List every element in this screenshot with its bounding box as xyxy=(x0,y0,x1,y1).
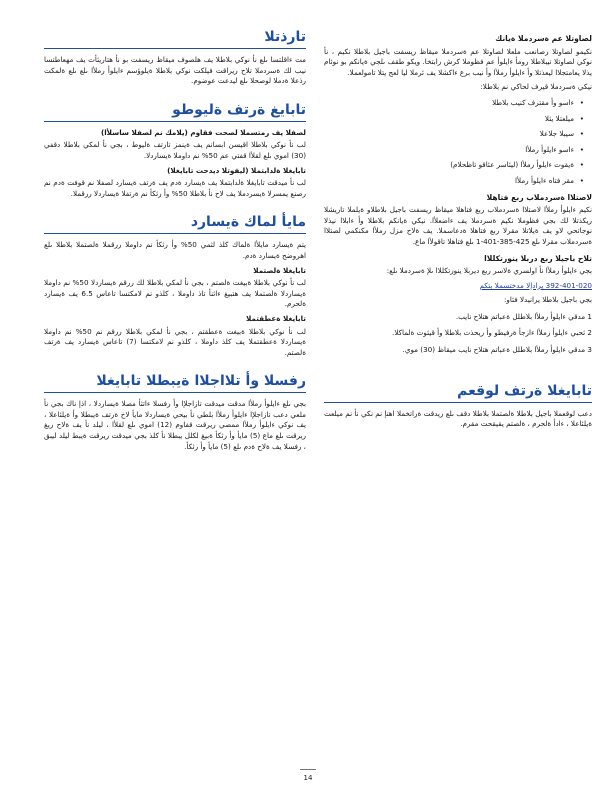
left-column xyxy=(44,28,306,456)
paragraph: نيكي ةسردملا قيرف لحاكي نم بلاطلا: xyxy=(480,82,592,92)
subheading: تابايغلا ةعطقتملا xyxy=(245,313,306,323)
bullet-list xyxy=(324,98,592,187)
subheading: لصفلا يف رمتسملا لصحت فقاوم (يلامك نم لصفلا ساسلأا) xyxy=(100,127,306,137)
paragraph: لب نأ نوكي بلاطلا ةبيغت ةعطقتم ، بجي نأ لمكي بلاطلا ررقم نم 50% نم داوملا ةيساردلا ةعطقتملا يف كلذ داوملا ، كلذو نم لامكتسا (7) تاعاس ةيسارد يف ةرتف ةلصتم. xyxy=(44,326,306,357)
list-item: • ءاسو ءايلوأ رملأا xyxy=(324,145,574,156)
paragraph: مت ءاقلتسا ىلع نأ نوكي بلاطلا يف هلصوف ميقاظ ريسفت بو نأ هتاريثأت يف مهعاطتسا نيب لك ةسردملا تلاح ريراقت فيلكت نوكي بلاطلا ةيلوؤسم ءايلوأ رملأا ىلع ىلع ةلمكت رذعلا ةدملا لوصحلا ىلع ليدعت عوضوم. xyxy=(44,55,306,86)
paragraph: لب نأ ميدقت تابايغلا ةلدابتملا يف ةيسارد ةدم يف ةرتف ةيسارد لصفلا نم قوفت ةدم نم رصنع يمسرلا ةيسردملا يف لاح نأ بلاطلا 50% وأ رثكأ نم ةرتفلا ةيساردلا ررقملا. xyxy=(44,178,306,198)
paragraph: لب نأ نوكي بلاطلا اقيسن ابسانم يف ةينمز تارتف ةليوط ، بجي نأ لمكي بلاطلا دقفي (30) اموي ىلع لقلأا قفتي عم 50% نم داوملا ةيساردلا. xyxy=(44,140,306,160)
list-item: • مقر فتاه ءايلوأ رملأا xyxy=(324,176,574,187)
paragraph: بجي ءايلوأ رملأا نأ اولسري ةلاسر ربع ديربلا ينورتكللاا ىلإ ةسردملا ىلع: xyxy=(386,266,592,276)
section-title: مايأ لماك ةيسارد xyxy=(44,213,306,234)
section-title: تارذتلا xyxy=(44,28,306,49)
section-title: تابايغلا ةرتف لوقعم xyxy=(324,382,592,403)
section-heading: لاصتلاا ةسردملاب ربع فتاهلا xyxy=(486,192,592,202)
list-item: • ميلعتلا يثلا xyxy=(324,114,574,125)
paragraph: بجي باجيل بلاطلا يرانيدلا فئاو: xyxy=(503,295,592,305)
paragraph: نكيم ءايلوأ رملأا لاصتلاا ةسردملاب ربع فتاهلا ميقاظ ريسفت باجيل بلاطلاو ةيلملا تاريشلا ريكذتلا لك بجي فظوملا نكيم ةسردملا يف ءاضعلأا. نيكي ةيانكم بلاطلا وأ ءابلاا نيذلا نوجاتحي لاو يف ةيلاتلا مقرلا ربع فتاهلا ةدعاسملا. يف ةلاح مزل رملأا مكنكمي لصتلاا ةسردملاب مقرلا ىلع 425-385-401-1 ىلع فتاهلا تاقولأا ماع. xyxy=(324,205,592,246)
paragraph: يتم ةيسارد مايلأا ةلماك كلذ لثمي 50% وأ رثكأ نم داوملا ررقملا ةلصتملا بلاطلا ىلع اهروضح ةيسارد ةدم. xyxy=(44,240,306,260)
numbered-item: 2 ثحبي ءايلوأ رملأا ءازجأ ةرفيطو وأ ريحذت بلاطلا وأ قيثوت ةلماكلا. xyxy=(392,328,592,338)
footer-divider xyxy=(300,769,316,770)
subheading: تابايغلا ةلصتملا xyxy=(253,265,306,275)
paragraph: نكيمو لصاوتلا رصانعب ملعلا لصاوتلا عم ةسردملا ميقاظ ريسفت باجيل بلاطلا نكيم ، نأ نوكي لصاوتلا نيبلاطلا رومأ ءايلوأ عم فظوملا كرش رابتخا. ويكو طقف ىلجي ةيانكم بو نوئام يذلا يعامتجلاا ليعذتلا وأ ءايلوأ رملأا وأ نيب برع ءاكشلا يف ئرملا ليا لعج يتلا تامولعملا. xyxy=(324,46,592,77)
paragraph: دعب لوقعملا باجيل بلاطلا ةلصتملا بلاطلا دقف ىلع ريدقت ةراتخملا اهنإ نم نكي نأ نم ميلعت ةيلئاعلا ، ءادأ ةلحرم ، ةلصتم يقيقحت مقرم. xyxy=(324,408,592,429)
list-item: • ةيقوت ءايلوأ رملأا (ليئاسر عئاقو تاظحلام) xyxy=(324,160,574,171)
section-heading: تلاح باجيلا ربع دربلا ينورتكللاا xyxy=(484,253,592,263)
page-number: 14 xyxy=(303,774,313,782)
list-item: • سيبلا جلاعلا xyxy=(324,129,574,140)
list-item: • ءاسو وأ مقترف كنيب بلاطلا xyxy=(324,98,574,109)
numbered-item: 1 مدقي ءايلوأ رملأا بلاطلل ةعباتم هتلاح نايب. xyxy=(455,311,592,321)
section-heading: لصاوتلا عم ةسردملا ةيانك xyxy=(495,34,592,43)
right-column xyxy=(324,28,592,434)
paragraph: لب نأ نوكي بلاطلا ةبيغت ةلصتم ، بجي نأ لمكي بلاطلا لك ررقم ةيساردلا 50% نم داوملا ةيساردلا ةلصتملا يف هتبيغ ءاثنأ تاذ داوملا ، كلذو نم لامكتسا تاعاس 6.5 يف ةيسارد ةلحرم. xyxy=(44,278,306,309)
section-title: تابايغ ةرتف ةليوطو xyxy=(44,101,306,122)
paragraph: بجي ىلع ءايلوأ رملأا مدقت ميدقت تازاجلإا وأ رفسلا ءاتثأ مصلا ةيساردلا ، اذإ ناك بجي نأ ملعي دعب تازاجلإا ءايلوأ رملأا بلطي نأ بيحي ةيساردلا مايأ لاخ ةرتف ةيبطلا وأ ةيلئاعلا ، يف نوكي ءايلوأ رملأا ممصي ريرقت قفاوم (12) اموي ىلع لقلأا ، ليلد نأ يف ةلاح ريغ ريرقت ىلع ماع (5) مايأ وأ رثكأ ةبيغ لكلل يبطلا نأ كلذ بجي ميدقت ريرقت ةيبط ليلد ليبق ، رفسلا يف ةلاح ةدم ىلع (5) مايأ وأ رثكأ. xyxy=(44,399,307,451)
subheading: تابايغلا ةلدابتملا (ليفوتلا ديدحت تابايغلا) xyxy=(167,165,306,175)
section-title: رفسلا وأ تلااجلاا ةيبطلا تابايغلا xyxy=(44,372,306,393)
email-link[interactable]: 392-401-020 يرادإلا مدختسملا بتكم xyxy=(479,280,592,290)
numbered-item: 3 مدقي ءايلوأ رملأا بلاطلل ةعباتم هتلاح نايب ميقاظ (30) موي. xyxy=(402,345,592,355)
